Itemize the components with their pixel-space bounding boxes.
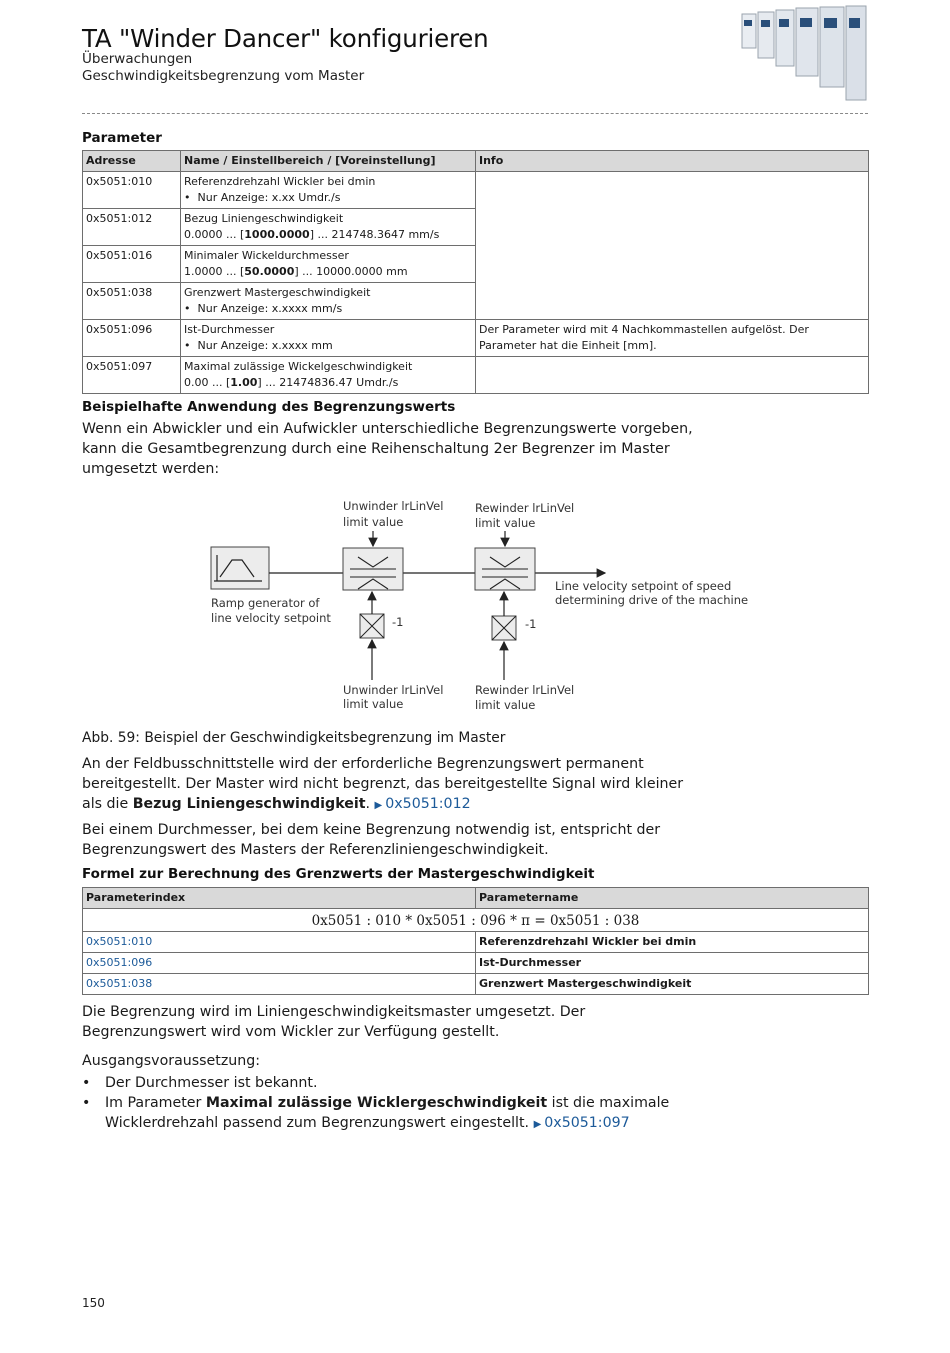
info-cell <box>476 357 869 394</box>
param-name: Bezug Liniengeschwindigkeit <box>184 212 344 225</box>
name-cell <box>181 172 476 209</box>
name-cell <box>181 209 476 246</box>
limiter-diagram <box>200 495 760 715</box>
param-link[interactable]: 0x5051:012 <box>385 796 471 812</box>
formula-cell: 0x5051 : 010 * 0x5051 : 096 * π = 0x5051 : 038 <box>83 909 869 932</box>
address-cell: 0x5051:096 <box>83 320 181 357</box>
precondition-label: Ausgangsvoraussetzung: <box>82 1053 261 1069</box>
range-max: ] ... 21474836.47 Umdr./s <box>257 376 399 389</box>
table-row <box>83 953 869 974</box>
formula-row <box>83 909 869 932</box>
unwinder-bottom-label: Unwinder lrLinVel <box>343 683 444 697</box>
range-max: ] ... 214748.3647 mm/s <box>309 228 440 241</box>
formula-table <box>82 887 869 995</box>
product-devices-image <box>738 4 868 104</box>
param-name-cell: Grenzwert Mastergeschwindigkeit <box>476 974 869 995</box>
list-item: • Der Durchmesser ist bekannt. <box>82 1073 692 1093</box>
param-name-cell: Referenzdrehzahl Wickler bei dmin <box>476 932 869 953</box>
link-arrow-icon: ▶ <box>374 800 383 811</box>
paragraph-tail: . <box>365 796 375 812</box>
page-title: TA "Winder Dancer" konfigurieren <box>82 24 489 53</box>
name-cell <box>181 283 476 320</box>
formula-heading: Formel zur Berechnung des Grenzwerts der Mastergeschwindigkeit <box>82 866 595 882</box>
column-header: Parameterindex <box>83 888 476 909</box>
paragraph-bold-term: Bezug Liniengeschwindigkeit <box>132 796 366 812</box>
unwinder-top-label-2: limit value <box>343 515 404 529</box>
range-default: 50.0000 <box>244 265 295 278</box>
param-index-link[interactable]: 0x5051:010 <box>83 932 476 953</box>
column-header: Name / Einstellbereich / [Voreinstellung] <box>181 151 476 172</box>
param-detail: • Nur Anzeige: x.xxxx mm <box>184 338 472 354</box>
rewinder-top-label-2: limit value <box>475 516 536 530</box>
table-row <box>83 357 869 394</box>
figure-caption: Abb. 59: Beispiel der Geschwindigkeitsbegrenzung im Master <box>82 730 506 746</box>
info-cell <box>476 172 869 320</box>
param-range <box>184 227 472 243</box>
name-cell <box>181 246 476 283</box>
range-min: 0.00 ... [ <box>184 376 231 389</box>
address-cell: 0x5051:012 <box>83 209 181 246</box>
header-divider <box>82 113 868 114</box>
range-max: ] ... 10000.0000 mm <box>294 265 408 278</box>
section-subtitle: Überwachungen <box>82 51 193 67</box>
param-name: Minimaler Wickeldurchmesser <box>184 249 349 262</box>
rewinder-top-label: Rewinder lrLinVel <box>475 501 575 515</box>
invert-label: -1 <box>392 615 404 629</box>
output-label-2: determining drive of the machine <box>555 593 749 607</box>
example-paragraph: Wenn ein Abwickler und ein Aufwickler unterschiedliche Begrenzungswerte vorgeben, kann die Gesamtbegrenzung durch eine Reihenschaltung 2er Begrenzer im Master umgesetzt werden: <box>82 421 693 477</box>
invert-label: -1 <box>525 617 537 631</box>
list-item-tail: ist die maximale Wicklerdrehzahl passend zum Begrenzungswert eingestellt. <box>105 1095 670 1131</box>
rewinder-bottom-label-2: limit value <box>475 698 536 712</box>
table-header-row <box>83 151 869 172</box>
address-cell: 0x5051:010 <box>83 172 181 209</box>
range-default: 1.00 <box>230 376 258 389</box>
param-name: Ist-Durchmesser <box>184 323 275 336</box>
range-min: 1.0000 ... [ <box>184 265 245 278</box>
paragraph-implementation: Die Begrenzung wird im Liniengeschwindigkeitsmaster umgesetzt. Der Begrenzungswert wird vom Wickler zur Verfügung gestellt. <box>82 1004 586 1040</box>
parameter-table <box>82 150 869 394</box>
rewinder-bottom-label: Rewinder lrLinVel <box>475 683 575 697</box>
table-row <box>83 932 869 953</box>
param-name: Maximal zulässige Wickelgeschwindigkeit <box>184 360 413 373</box>
ramp-generator-block <box>211 547 269 589</box>
param-name-cell: Ist-Durchmesser <box>476 953 869 974</box>
unwinder-bottom-label-2: limit value <box>343 697 404 711</box>
param-index-link[interactable]: 0x5051:096 <box>83 953 476 974</box>
param-detail: • Nur Anzeige: x.xxxx mm/s <box>184 301 472 317</box>
precondition-list <box>82 1073 692 1135</box>
column-header: Parametername <box>476 888 869 909</box>
column-header: Info <box>476 151 869 172</box>
table-row <box>83 974 869 995</box>
ramp-label: Ramp generator of <box>211 596 320 610</box>
param-range <box>184 264 472 280</box>
name-cell <box>181 320 476 357</box>
column-header: Adresse <box>83 151 181 172</box>
table-row <box>83 320 869 357</box>
paragraph-text: An der Feldbusschnittstelle wird der erforderliche Begrenzungswert permanent bereitgestellt. Der Master wird nicht begrenzt, das bereitgestellte Signal wird kleiner als die <box>82 756 684 812</box>
address-cell: 0x5051:097 <box>83 357 181 394</box>
paragraph-diameter: Bei einem Durchmesser, bei dem keine Begrenzung notwendig ist, entspricht der Begrenzungswert des Masters der Referenzliniengeschwindigkeit. <box>82 822 661 858</box>
list-item <box>82 1093 692 1135</box>
table-header-row <box>83 888 869 909</box>
range-default: 1000.0000 <box>244 228 310 241</box>
list-item-bold-term: Maximal zulässige Wicklergeschwindigkeit <box>205 1095 548 1111</box>
paragraph-fieldbus <box>82 754 707 816</box>
subsection-subtitle: Geschwindigkeitsbegrenzung vom Master <box>82 68 365 84</box>
address-cell: 0x5051:038 <box>83 283 181 320</box>
parameter-heading: Parameter <box>82 130 162 146</box>
param-name: Referenzdrehzahl Wickler bei dmin <box>184 175 376 188</box>
list-item-text: Im Parameter <box>105 1095 206 1111</box>
param-index-link[interactable]: 0x5051:038 <box>83 974 476 995</box>
example-heading: Beispielhafte Anwendung des Begrenzungswerts <box>82 399 456 415</box>
ramp-label-2: line velocity setpoint <box>211 611 331 625</box>
unwinder-top-label: Unwinder lrLinVel <box>343 499 444 513</box>
table-row <box>83 172 869 209</box>
info-cell: Der Parameter wird mit 4 Nachkommastellen aufgelöst. Der Parameter hat die Einheit [mm]. <box>476 320 869 357</box>
name-cell <box>181 357 476 394</box>
param-link[interactable]: 0x5051:097 <box>544 1115 630 1131</box>
param-range <box>184 375 472 391</box>
address-cell: 0x5051:016 <box>83 246 181 283</box>
range-min: 0.0000 ... [ <box>184 228 245 241</box>
param-detail: • Nur Anzeige: x.xx Umdr./s <box>184 190 472 206</box>
param-name: Grenzwert Mastergeschwindigkeit <box>184 286 371 299</box>
link-arrow-icon: ▶ <box>533 1119 542 1130</box>
page-number: 150 <box>82 1296 105 1310</box>
output-label: Line velocity setpoint of speed <box>555 579 732 593</box>
